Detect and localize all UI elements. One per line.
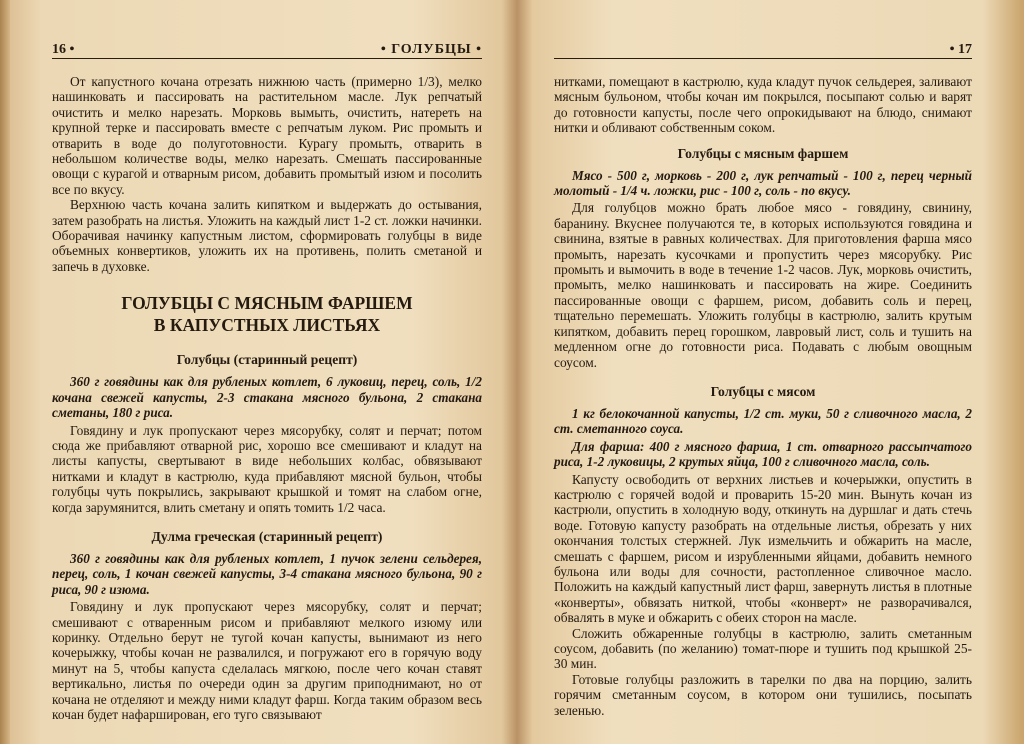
- recipe-title: Голубцы с мясом: [710, 383, 816, 399]
- running-title: • ГОЛУБЦЫ •: [380, 42, 482, 57]
- recipe-title: Голубцы с мясным фаршем: [677, 145, 849, 161]
- section-title-line: ГОЛУБЦЫ С МЯСНЫМ ФАРШЕМ: [121, 293, 413, 314]
- page-edge: [0, 0, 10, 744]
- recipe-text: Готовые голубцы разложить в тарелки по два на порцию, залить горячим сметанным соусом, в котором они тушились, посыпать зеленью.: [554, 671, 972, 718]
- paragraph: нитками, помещают в кастрюлю, куда кладут пучок сельдерея, заливают мясным бульоном, чтобы кочан им покрылся, посыпают солью и варят до готовности капусты, после чего опрокидывают на блюдо, снимают нитки и обливают собственным соком.: [554, 74, 972, 136]
- page-number: 16 •: [52, 42, 75, 57]
- section-title: [52, 292, 482, 336]
- paragraph: От капустного кочана отрезать нижнюю часть (примерно 1/3), мелко нашинковать и пассировать на растительном масле. Лук репчатый очистить и мелко нарезать. Морковь вымыть, очистить, натереть на крупной терке и пассировать вместе с репчатым луком. Рис промыть и отварить в воде до полуготовности. Курагу промыть, отварить в небольшом количестве воды, мелко нарезать. Смешать пассированные овощи с курагой и отварным рисом, добавить промытый изюм и посолить все по вкусу.: [52, 74, 482, 197]
- recipe-text: Говядину и лук пропускают через мясорубку, солят и перчат; смешивают с отваренным рисом и прибавляют мелкого изюму или коринку. Отдельно берут не тугой кочан капусты, вынимают из него кочерыжку, чтобы кочан не развалился, и погружают его в горячую воду минут на 5, чтобы капуста сделалась мягкою, после чего кочан ставят вертикально, листья по очереди один за другим приподнимают, но от кочана не отделяют и между ними кладут фарш. Когда таким образом весь кочан будет нафарширован, его туго связывают: [52, 599, 482, 722]
- recipe-ingredients: 360 г говядины как для рубленых котлет, 6 луковиц, перец, соль, 1/2 кочана свежей капусты, 2-3 стакана мясного бульона, 2 стакана сметаны, 180 г риса.: [52, 374, 482, 421]
- recipe-text: Говядину и лук пропускают через мясорубку, солят и перчат; потом сюда же прибавляют отварной рис, хорошо все смешивают и кладут на листы капусты, свертывают в виде небольших колбас, обвязывают нитками и кладут в кастрюлю, куда прибавляют мясной бульон, чтобы голубцы чуть покрылись, закрывают крышкой и томят на слабом огне, когда зарумянится, влить сметану и опять томить 1/2 часа.: [52, 422, 482, 515]
- left-page-body: [52, 74, 482, 722]
- right-page-header: [554, 42, 972, 59]
- recipe-ingredients: Для фарша: 400 г мясного фарша, 1 ст. отварного рассыпчатого риса, 1-2 луковицы, 2 крутых яйца, 100 г сливочного масла, соль.: [554, 438, 972, 470]
- recipe-ingredients: 360 г говядины как для рубленых котлет, 1 пучок зелени сельдерея, перец, соль, 1 кочан свежей капусты, 3-4 стакана мясного бульона, 90 г риса, 90 г изюма.: [52, 550, 482, 597]
- left-page-header: [52, 42, 482, 59]
- paragraph: Верхнюю часть кочана залить кипятком и выдержать до остывания, затем разобрать на листья. Уложить на каждый лист 1-2 ст. ложки начинки. Оборачивая начинку капустным листом, сформировать голубцы в виде объемных конвертиков, уложить их на противень, полить сметаной и запечь в духовке.: [52, 197, 482, 274]
- section-title-line: В КАПУСТНЫХ ЛИСТЬЯХ: [153, 315, 381, 336]
- recipe-text: Для голубцов можно брать любое мясо - говядину, свинину, баранину. Вкуснее получаются те, в которых используются говядина и свинина, взятые в равных количествах. Для приготовления фарша мясо промыть, нарезать кусочками и пропустить через мясорубку. Рис промыть и вымочить в воде в течение 1-2 часов. Лук, морковь очистить, промыть, мелко нашинковать и пассировать на жире. Соединить пассированные овощи с фаршем, рисом, добавить соль и перец, тщательно перемешать. Уложить голубцы в кастрюлю, залить крутым кипятком, добавить перец горошком, лавровый лист, соль и тушить на медленном огне до готовности риса. Подавать с любым овощным соусом.: [554, 200, 972, 370]
- page-number: • 17: [949, 42, 972, 57]
- recipe-title: Дулма греческая (старинный рецепт): [151, 528, 383, 544]
- right-page-body: [554, 74, 972, 718]
- recipe-title: Голубцы (старинный рецепт): [176, 352, 358, 368]
- recipe-ingredients: Мясо - 500 г, морковь - 200 г, лук репчатый - 100 г, перец черный молотый - 1/4 ч. ложки, рис - 100 г, соль - по вкусу.: [554, 167, 972, 199]
- recipe-text: Капусту освободить от верхних листьев и кочерыжки, опустить в кастрюлю с горячей водой и проварить 15-20 мин. Вынуть кочан из кастрюли, опустить в холодную воду, откинуть на дуршлаг и дать стечь воде. Готовую капусту разобрать на отдельные листья, обрезать у них окончания толстых стержней. Лук измельчить и обжарить на масле, смешать с фаршем, рисом и изрубленными яйцами, добавить немного бульона или воды для сочности, растопленное сливочное масло. Положить на каждый капустный лист фарш, завернуть листья в плотные «конверты», обвязать ниткой, чтобы «конверт» не разворачивался, обвалять в муке и обжарить с обеих сторон на масле.: [554, 471, 972, 626]
- recipe-text: Сложить обжаренные голубцы в кастрюлю, залить сметанным соусом, добавить (по желанию) томат-пюре и тушить под крышкой 25-30 мин.: [554, 625, 972, 672]
- recipe-ingredients: 1 кг белокочанной капусты, 1/2 ст. муки, 50 г сливочного масла, 2 ст. сметанного соуса.: [554, 405, 972, 437]
